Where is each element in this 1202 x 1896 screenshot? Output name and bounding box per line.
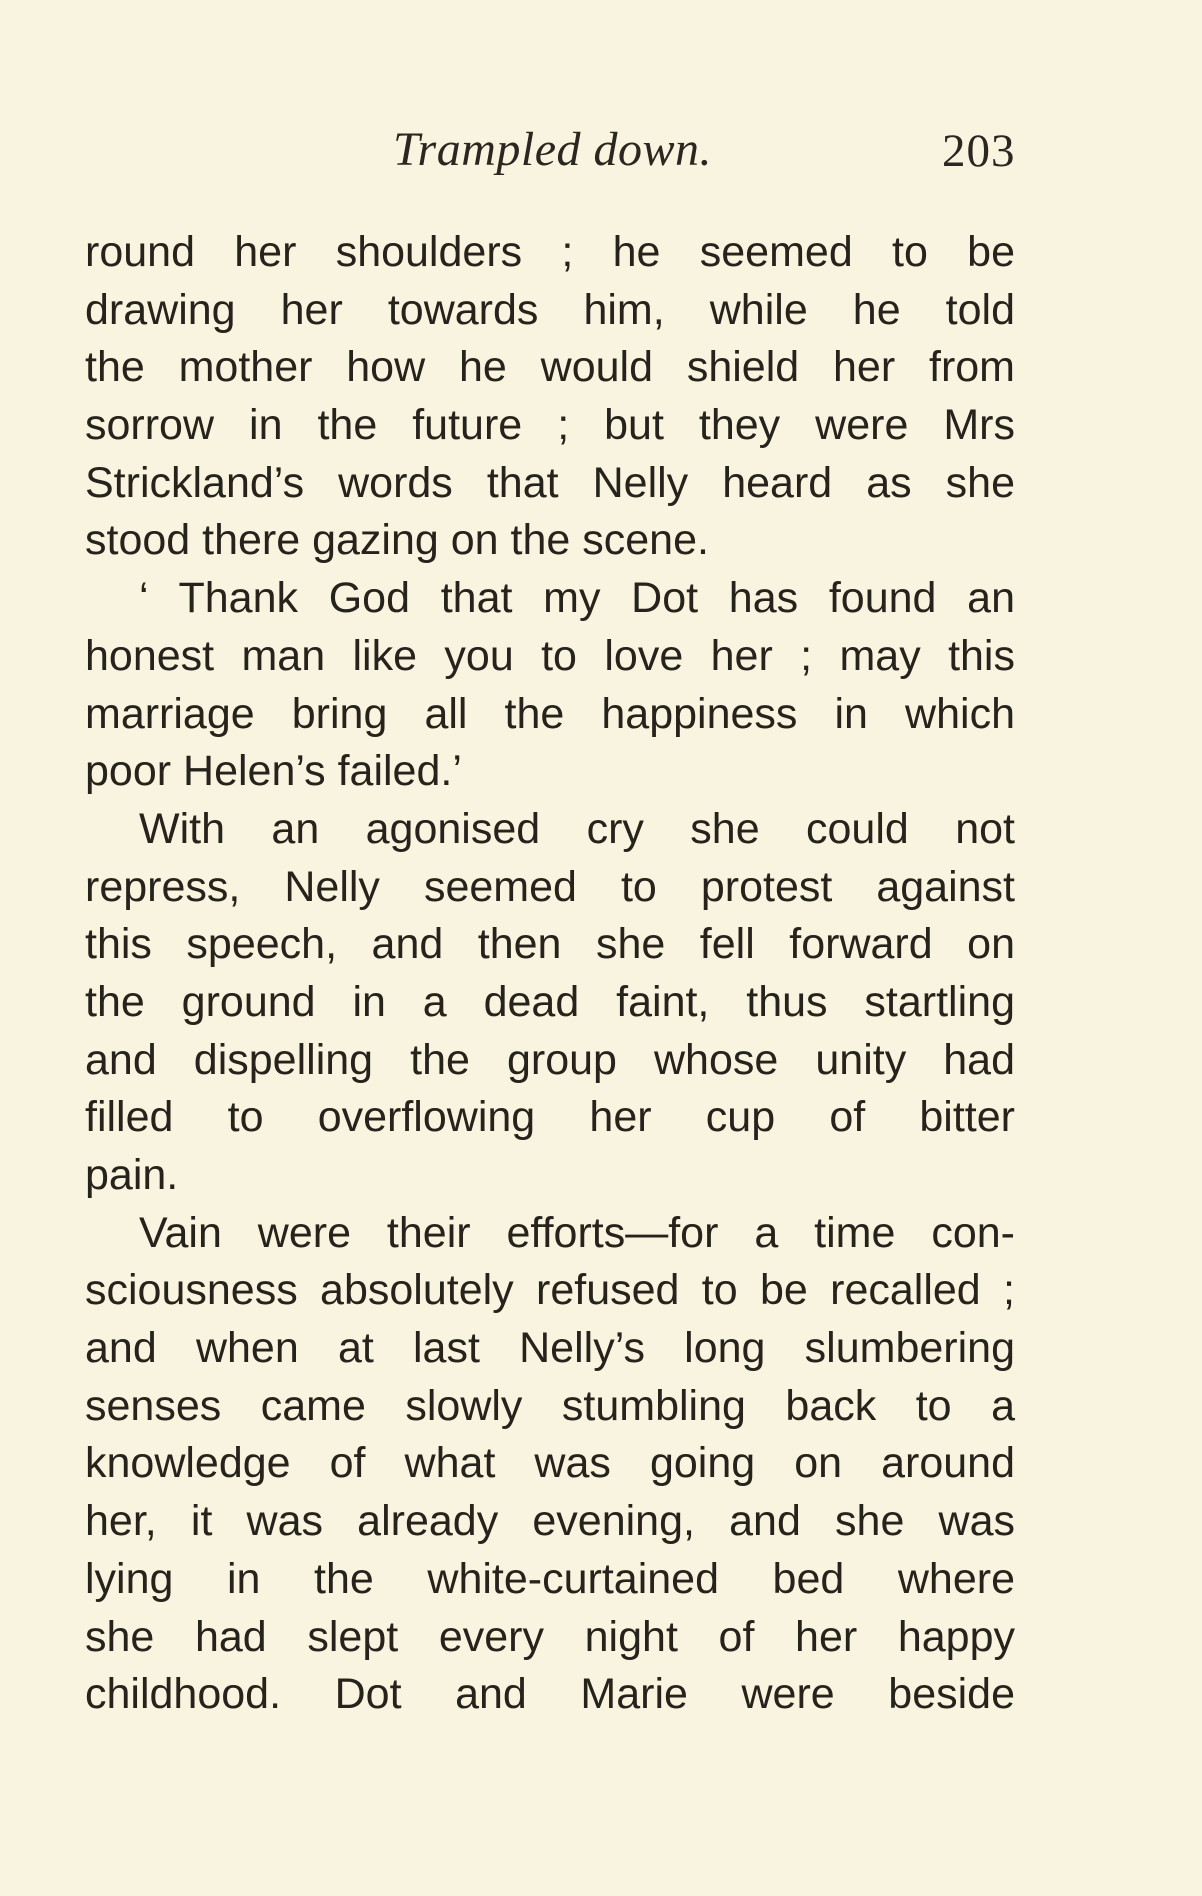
text-line: round her shoulders ; he seemed to be — [85, 228, 1015, 276]
text-line: sorrow in the future ; but they were Mrs — [85, 401, 1015, 450]
text-line: Strickland’s words that Nelly heard as she — [85, 458, 1015, 507]
text-line: sciousness absolutely refused to be recalled ; — [85, 1266, 1015, 1315]
text-line: this speech, and then she fell forward on — [85, 920, 1015, 969]
text-line: the ground in a dead faint, thus startling — [85, 977, 1015, 1026]
text-line: filled to overflowing her cup of bitter — [85, 1093, 1015, 1142]
text-line: lying in the white-curtained bed where — [85, 1554, 1015, 1603]
text-line: poor Helen’s failed.’ — [85, 747, 462, 796]
text-line: her, it was already evening, and she was — [85, 1497, 1015, 1546]
text-line: honest man like you to love her ; may this — [85, 631, 1015, 680]
text-line: pain. — [85, 1151, 179, 1199]
text-line: drawing her towards him, while he told — [85, 285, 1015, 334]
text-line: Vain were their efforts—for a time con- — [139, 1208, 1015, 1257]
text-line: and when at last Nelly’s long slumbering — [85, 1324, 1015, 1373]
text-line: With an agonised cry she could not — [139, 804, 1015, 853]
text-line: senses came slowly stumbling back to a — [85, 1381, 1015, 1430]
running-title: Trampled down. — [393, 123, 713, 176]
text-line: marriage bring all the happiness in which — [85, 689, 1015, 738]
text-line: she had slept every night of her happy — [85, 1612, 1015, 1661]
text-line: childhood. Dot and Marie were beside — [85, 1670, 1015, 1719]
text-line: ‘ Thank God that my Dot has found an — [139, 574, 1015, 623]
text-line: and dispelling the group whose unity had — [85, 1035, 1015, 1084]
running-head — [0, 122, 1202, 182]
page-number: 203 — [942, 125, 1016, 177]
text-line: the mother how he would shield her from — [85, 343, 1015, 392]
text-line: knowledge of what was going on around — [85, 1439, 1015, 1488]
text-line: stood there gazing on the scene. — [85, 516, 709, 565]
body-text — [85, 224, 1015, 1724]
text-line: repress, Nelly seemed to protest against — [85, 862, 1015, 911]
